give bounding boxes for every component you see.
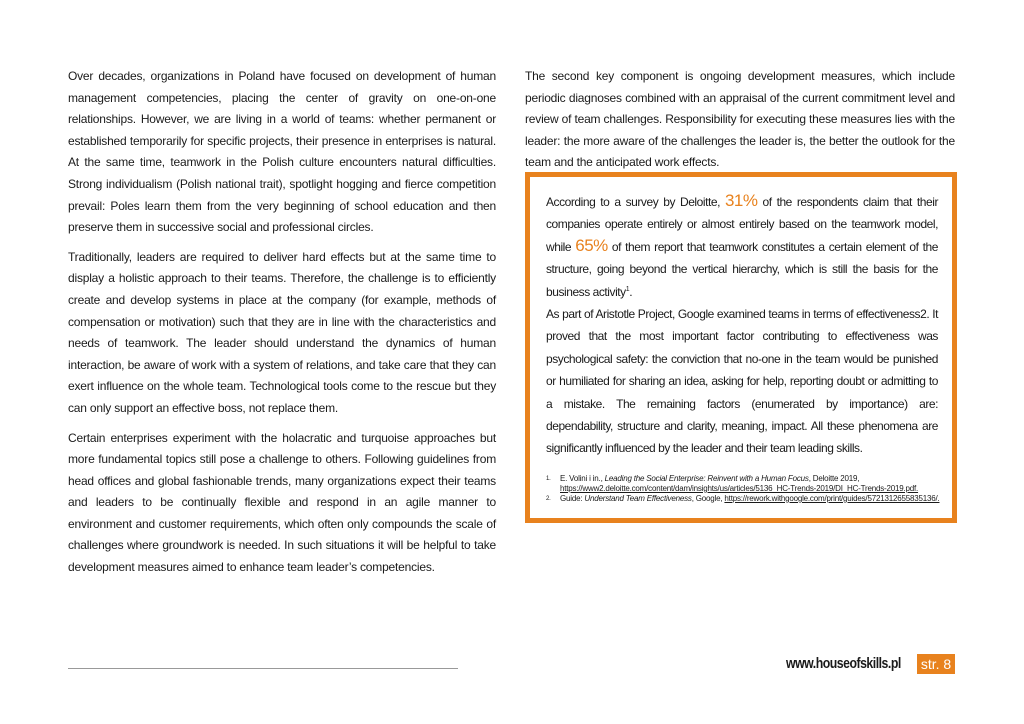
right-column (525, 66, 955, 182)
text: E. Volini i in., (560, 473, 605, 483)
source-link[interactable]: https://www2.deloitte.com/content/dam/insights/us/articles/5136_HC-Trends-2019/DI_HC-Trends-2019.pdf. (560, 483, 919, 493)
source-title: Understand Team Effectiveness (584, 493, 692, 503)
footer-divider (68, 668, 458, 669)
page-number: str. 8 (917, 654, 955, 674)
website-link[interactable]: www.houseofskills.pl (786, 655, 901, 672)
stat-31: 31% (724, 191, 758, 210)
text: Guide: (560, 493, 585, 503)
left-column (68, 66, 496, 587)
footnote (546, 494, 942, 504)
paragraph: Certain enterprises experiment with the holacratic and turquoise approaches but more fundamental topics still pose a challenge to others. Following guidelines from head offices and global fashionable trends, many organizations expect their teams and leaders to be continually flexible and respond in an agile manner to environment and customer requirements, which often only compounds the scale of challenges where groundwork is needed. In such situations it will be helpful to take development measures aimed to enhance team leader’s competencies. (68, 430, 496, 575)
callout-paragraph (546, 191, 938, 303)
text: of them report that teamwork constitutes a certain element of the structure, going beyond the vertical hierarchy, which is still the basis for the business activity (546, 239, 938, 299)
paragraph: Over decades, organizations in Poland have focused on development of human management competencies, placing the center of gravity on one-on-one relationships. However, we are living in a world of teams: whether permanent or established temporarily for specific projects, their presence in enterprises is natural. At the same time, teamwork in the Polish culture encounters natural difficulties. Strong individualism (Polish national trait), spotlight hogging and fierce competition prevail: Poles learn them from the very beginning of school education and then preserve them in successive social and professional circles. (68, 69, 496, 235)
paragraph: Traditionally, leaders are required to deliver hard effects but at the same time to display a holistic approach to their teams. Therefore, the challenge is to efficiently create and develop systems in place at the company (for example, methods of compensation or motivation) such that they are in line with the characteristics and needs of teamwork. The leader should understand the dynamics of human interaction, be aware of work with a system of relations, and take care that they can exert influence on the whole team. Technological tools come to the rescue but they can only support an effective boss, not replace them. (68, 249, 496, 415)
footnote-number: 2. (546, 495, 551, 502)
callout-paragraph: As part of Aristotle Project, Google examined teams in terms of effectiveness2. It proved that the most important factor contributing to effectiveness was psychological safety: the conviction that no-one in the team would be punished or humiliated for sharing an idea, asking for help, reporting doubt or admitting to a mistake. The remaining factors (enumerated by importance) are: dependability, structure and clarity, meaning, impact. All these phenomena are significantly influenced by the leader and their team leading skills. (546, 307, 938, 456)
text: According to a survey by Deloitte, (546, 195, 725, 209)
source-title: Leading the Social Enterprise: Reinvent with a Human Focus (604, 473, 809, 483)
callout-box (525, 172, 957, 523)
text: , Google, (691, 493, 725, 503)
footnote (546, 474, 942, 494)
stat-65: 65% (575, 235, 608, 255)
footnotes (546, 474, 942, 504)
footnote-ref[interactable]: 1 (625, 285, 630, 293)
text: of the respondents claim that their companies operate entirely or almost entirely based on the teamwork model, while (546, 195, 938, 254)
text: . (629, 284, 633, 299)
footnote-number: 1. (546, 475, 551, 482)
text: , Deloitte 2019, (808, 473, 860, 483)
paragraph: The second key component is ongoing development measures, which include periodic diagnoses combined with an appraisal of the current commitment level and review of team challenges. Responsibility for executing these measures lies with the leader: the more aware of the challenges the leader is, the better the outlook for the team and the anticipated work effects. (525, 69, 955, 170)
source-link[interactable]: https://rework.withgoogle.com/print/guides/5721312655835136/. (724, 493, 940, 503)
